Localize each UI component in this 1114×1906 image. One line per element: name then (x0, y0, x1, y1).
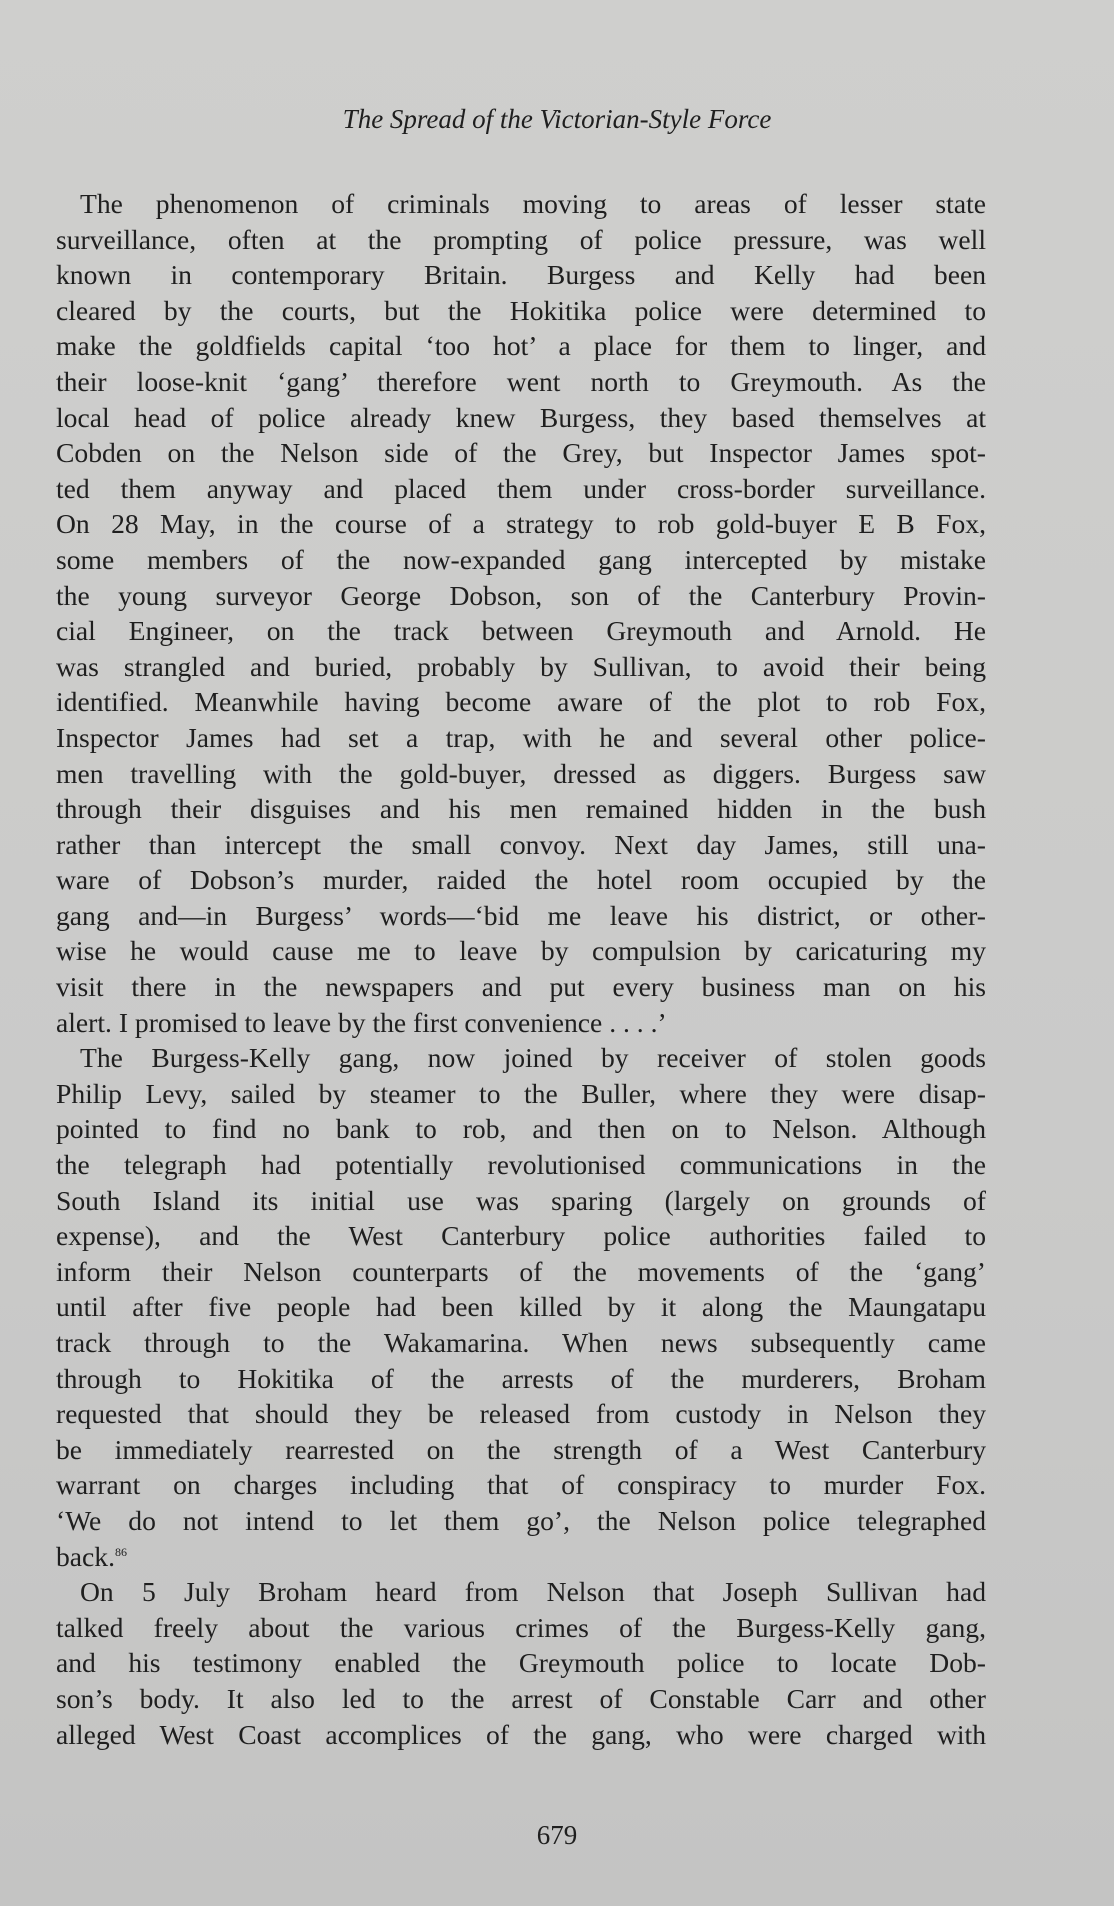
text-line: Inspector James had set a trap, with he and several other police- (56, 721, 986, 753)
text-line: local head of police already knew Burgess, they based themselves at (56, 401, 986, 433)
text-line: warrant on charges including that of conspiracy to murder Fox. (56, 1469, 986, 1501)
page-number: 679 (536, 1820, 578, 1850)
text-line: wise he would cause me to leave by compulsion by caricaturing my (56, 935, 986, 967)
text-line: identified. Meanwhile having become aware of the plot to rob Fox, (56, 686, 986, 718)
text-line: track through to the Wakamarina. When news subsequently came (56, 1327, 986, 1358)
body-text (56, 186, 986, 1752)
text-line-content: back. (56, 1540, 115, 1572)
text-line: alleged West Coast accomplices of the gang, who were charged with (56, 1718, 986, 1750)
text-line: son’s body. It also led to the arrest of Constable Carr and other (56, 1682, 986, 1714)
text-line: On 28 May, in the course of a strategy to rob gold-buyer E B Fox, (56, 508, 986, 540)
text-line: be immediately rearrested on the strength of a West Canterbury (56, 1433, 986, 1465)
text-line: surveillance, often at the prompting of police pressure, was well (56, 223, 986, 255)
text-line: through to Hokitika of the arrests of the murderers, Broham (56, 1362, 986, 1394)
text-line: known in contemporary Britain. Burgess and Kelly had been (56, 259, 986, 291)
text-line: visit there in the newspapers and put every business man on his (56, 971, 986, 1003)
text-line: The Burgess-Kelly gang, now joined by receiver of stolen goods (80, 1042, 986, 1074)
text-line: talked freely about the various crimes of the Burgess-Kelly gang, (56, 1611, 986, 1643)
text-line: men travelling with the gold-buyer, dressed as diggers. Burgess saw (56, 757, 986, 789)
text-line: South Island its initial use was sparing (largely on grounds of (56, 1184, 986, 1216)
footnote-ref: 86 (115, 1544, 127, 1559)
paragraph-3 (56, 1574, 986, 1752)
text-line: and his testimony enabled the Greymouth police to locate Dob- (56, 1647, 986, 1679)
text-line: Philip Levy, sailed by steamer to the Buller, where they were disap- (56, 1077, 986, 1109)
text-line: ted them anyway and placed them under cross-border surveillance. (56, 472, 986, 504)
text-line: the young surveyor George Dobson, son of the Canterbury Provin- (56, 579, 986, 611)
text-line: the telegraph had potentially revolutionised communications in the (56, 1149, 986, 1181)
text-line: through their disguises and his men remained hidden in the bush (56, 793, 986, 825)
running-head: The Spread of the Victorian-Style Force (342, 104, 772, 134)
paragraph-1 (56, 186, 986, 1040)
text-line: The phenomenon of criminals moving to areas of lesser state (80, 188, 986, 219)
paragraph-2 (56, 1040, 986, 1574)
text-line: expense), and the West Canterbury police authorities failed to (56, 1220, 986, 1252)
text-line: inform their Nelson counterparts of the movements of the ‘gang’ (56, 1255, 986, 1287)
text-line: requested that should they be released from custody in Nelson they (56, 1398, 986, 1430)
text-line: was strangled and buried, probably by Sullivan, to avoid their being (56, 650, 986, 682)
text-line: until after five people had been killed by it along the Maungatapu (56, 1291, 986, 1323)
text-line: ‘We do not intend to let them go’, the Nelson police telegraphed (56, 1504, 986, 1536)
text-line: On 5 July Broham heard from Nelson that Joseph Sullivan had (80, 1576, 986, 1608)
text-line: some members of the now-expanded gang intercepted by mistake (56, 543, 986, 575)
text-line (56, 1539, 986, 1575)
text-line: their loose-knit ‘gang’ therefore went north to Greymouth. As the (56, 365, 986, 397)
text-line: ware of Dobson’s murder, raided the hotel room occupied by the (56, 864, 986, 896)
text-line: pointed to find no bank to rob, and then on to Nelson. Although (56, 1113, 986, 1145)
text-line: cleared by the courts, but the Hokitika police were determined to (56, 294, 986, 326)
text-line: rather than intercept the small convoy. Next day James, still una- (56, 828, 986, 860)
text-line: alert. I promised to leave by the first convenience . . . .’ (56, 1006, 667, 1038)
text-line: Cobden on the Nelson side of the Grey, but Inspector James spot- (56, 437, 986, 469)
text-line: cial Engineer, on the track between Greymouth and Arnold. He (56, 615, 986, 647)
text-line: make the goldfields capital ‘too hot’ a place for them to linger, and (56, 330, 986, 362)
text-line: gang and—in Burgess’ words—‘bid me leave his district, or other- (56, 899, 986, 931)
